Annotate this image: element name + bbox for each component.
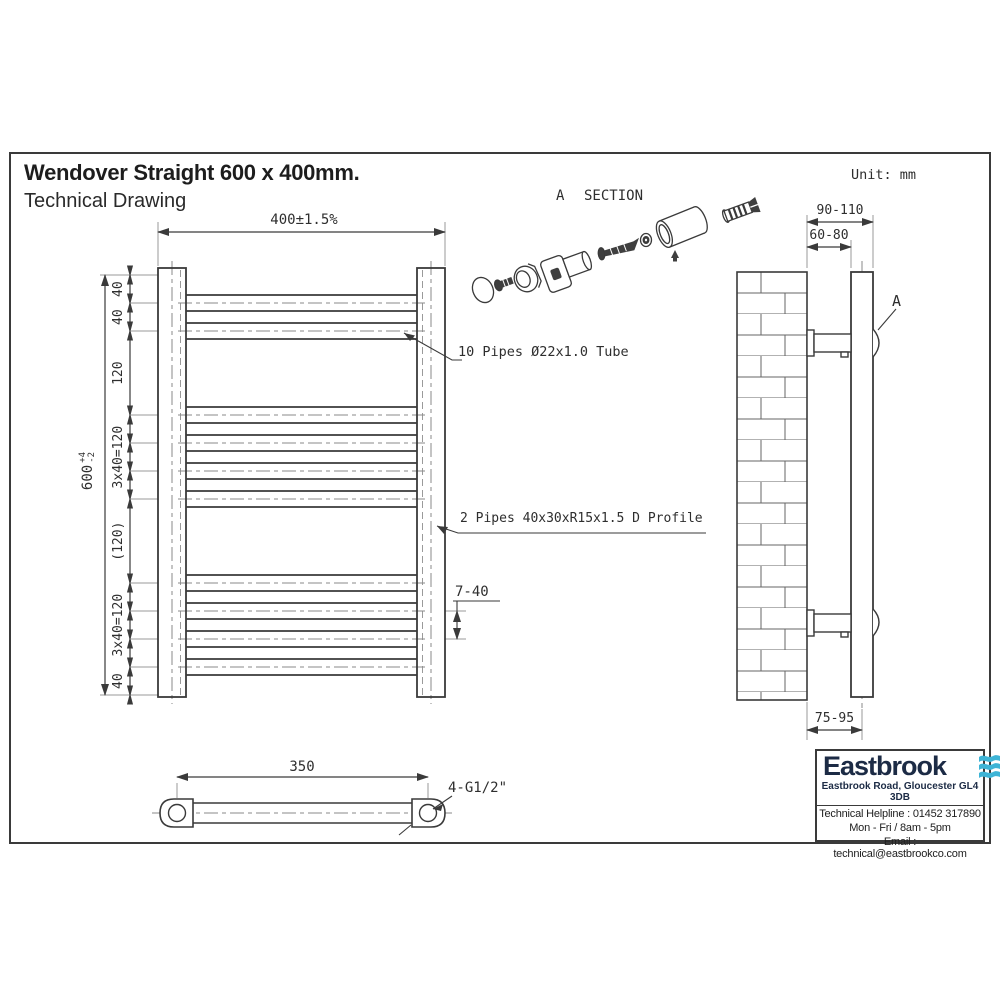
collar-nut: [510, 262, 543, 296]
unit-note: Unit: mm: [851, 167, 917, 183]
washer: [641, 234, 652, 247]
small-screw: [493, 275, 514, 292]
brand-hours: Mon - Fri / 8am - 5pm: [849, 822, 951, 834]
section-title-marker: A: [556, 188, 565, 204]
chain-dim-label: (120): [110, 521, 126, 561]
bottom-view-drawing: [152, 777, 452, 835]
wall-plug: [721, 197, 761, 225]
height-tolerance: +4 -2: [78, 451, 97, 463]
chain-dim-label: 40: [110, 309, 126, 325]
left-tapping-boss: [160, 799, 193, 827]
pipes-callout-label: 10 Pipes Ø22x1.0 Tube: [458, 344, 629, 360]
page-subtitle: Technical Drawing: [24, 190, 187, 212]
brand-helpline: Technical Helpline : 01452 317890: [819, 808, 981, 820]
side-view-drawing: [737, 215, 896, 740]
bracket-body: [540, 246, 597, 294]
hole-centres-dim-label: 350: [289, 759, 315, 775]
chain-dim-label: 40: [110, 673, 126, 689]
brand-info-box: [815, 749, 985, 860]
drawing-frame: [10, 153, 990, 843]
section-marker-label: A: [892, 292, 902, 310]
section-title-label: SECTION: [584, 188, 644, 204]
right-tapping-boss: [412, 799, 445, 827]
pipes: [186, 295, 417, 675]
wall-bracket-dim-label: 60-80: [809, 228, 849, 243]
height-dim-label: 600 +4 -2: [78, 451, 97, 491]
side-rail-profile: [851, 272, 873, 697]
brand-logo-row: [817, 751, 983, 780]
brand-divider: [817, 805, 983, 806]
brand-logo-text: Eastbrook: [823, 751, 947, 781]
profile-callout-leader: [437, 526, 706, 533]
cap-disc: [469, 274, 498, 306]
front-view-drawing: [100, 222, 706, 704]
chain-dim-label: 3x40=120: [110, 425, 126, 489]
chain-dim-label: 120: [110, 361, 126, 385]
width-dim-label: 400±1.5%: [270, 212, 338, 228]
brand-email: Email : technical@eastbrookco.com: [833, 836, 967, 860]
profile-callout-label: 2 Pipes 40x30xR15x1.5 D Profile: [460, 511, 703, 526]
long-screw: [597, 238, 641, 260]
brand-address: Eastbrook Road, Gloucester GL4 3DB: [821, 781, 979, 803]
pipe-gap-dim-label: 7-40: [455, 584, 489, 600]
page-title: Wendover Straight 600 x 400mm.: [24, 160, 360, 185]
exploded-section-view: [469, 197, 761, 306]
sleeve-cylinder: [653, 205, 710, 250]
wall-outer-dim-label: 90-110: [816, 203, 864, 218]
chain-dim-label: 40: [110, 281, 126, 297]
tapping-callout-label: 4-G1/2": [448, 780, 508, 796]
chain-dim-label: 3x40=120: [110, 593, 126, 657]
wall-section: [737, 272, 807, 700]
wall-center-dim-label: 75-95: [814, 711, 855, 726]
grub-pin: [671, 250, 679, 262]
section-marker-leader: [878, 309, 896, 330]
